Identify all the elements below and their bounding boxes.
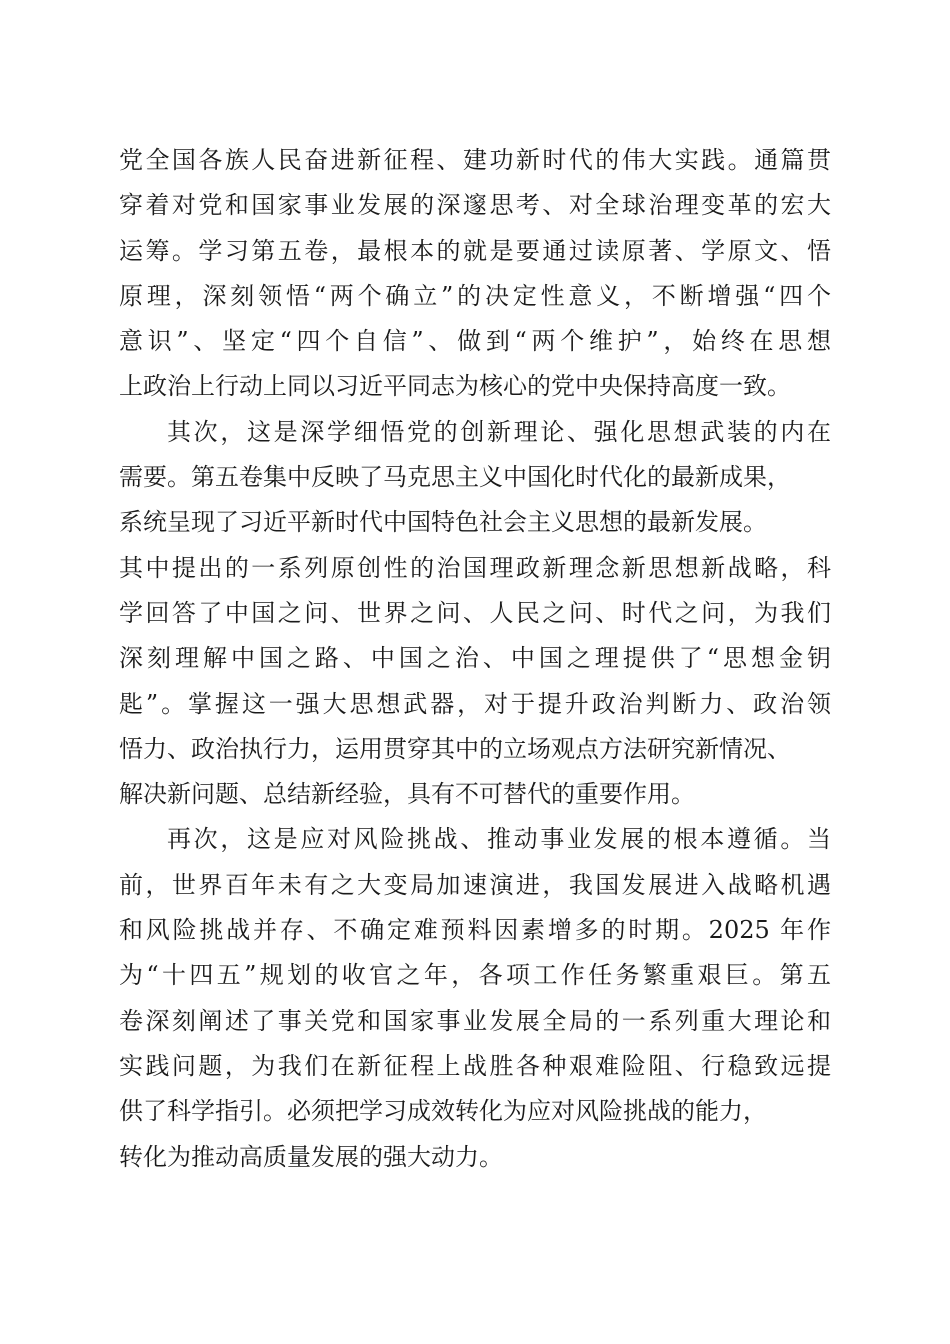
text-line: 供了科学指引。必须把学习成效转化为应对风险挑战的能力， (119, 1097, 767, 1126)
text-line: 卷深刻阐述了事关党和国家事业发展全局的一系列重大理论和 (119, 1006, 831, 1035)
text-line: 其中提出的一系列原创性的治国理政新理念新思想新战略，科 (119, 553, 831, 582)
text-line: 需要。第五卷集中反映了马克思主义中国化时代化的最新成果， (119, 463, 791, 492)
text-line: 前，世界百年未有之大变局加速演进，我国发展进入战略机遇 (119, 870, 831, 899)
text-line: 原理，深刻领悟“两个确立”的决定性意义，不断增强“四个 (119, 281, 831, 310)
text-line: 深刻理解中国之路、中国之治、中国之理提供了“思想金钥 (119, 644, 831, 673)
text-line: 穿着对党和国家事业发展的深邃思考、对全球治理变革的宏大 (119, 191, 831, 220)
text-line: 解决新问题、总结新经验，具有不可替代的重要作用。 (119, 780, 695, 809)
text-line: 系统呈现了习近平新时代中国特色社会主义思想的最新发展。 (119, 508, 767, 537)
paragraph-first-line: 其次，这是深学细悟党的创新理论、强化思想武装的内在 (167, 417, 831, 446)
text-line: 实践问题，为我们在新征程上战胜各种艰难险阻、行稳致远提 (119, 1051, 831, 1080)
text-line: 党全国各族人民奋进新征程、建功新时代的伟大实践。通篇贯 (119, 146, 831, 174)
text-line: 为“十四五”规划的收官之年，各项工作任务繁重艰巨。第五 (119, 961, 831, 990)
text-line: 意识”、坚定“四个自信”、做到“两个维护”，始终在思想 (119, 327, 831, 356)
text-line: 转化为推动高质量发展的强大动力。 (119, 1142, 503, 1171)
text-line: 运筹。学习第五卷，最根本的就是要通过读原著、学原文、悟 (119, 236, 831, 265)
text-line: 上政治上行动上同以习近平同志为核心的党中央保持高度一致。 (119, 372, 791, 401)
text-line: 匙”。掌握这一强大思想武器，对于提升政治判断力、政治领 (119, 689, 831, 718)
text-line: 和风险挑战并存、不确定难预料因素增多的时期。2025 年作 (119, 916, 831, 945)
text-line: 学回答了中国之问、世界之问、人民之问、时代之问，为我们 (119, 598, 831, 627)
text-line: 悟力、政治执行力，运用贯穿其中的立场观点方法研究新情况、 (119, 734, 791, 763)
paragraph-first-line: 再次，这是应对风险挑战、推动事业发展的根本遵循。当 (167, 825, 831, 854)
document-body (119, 138, 831, 1180)
